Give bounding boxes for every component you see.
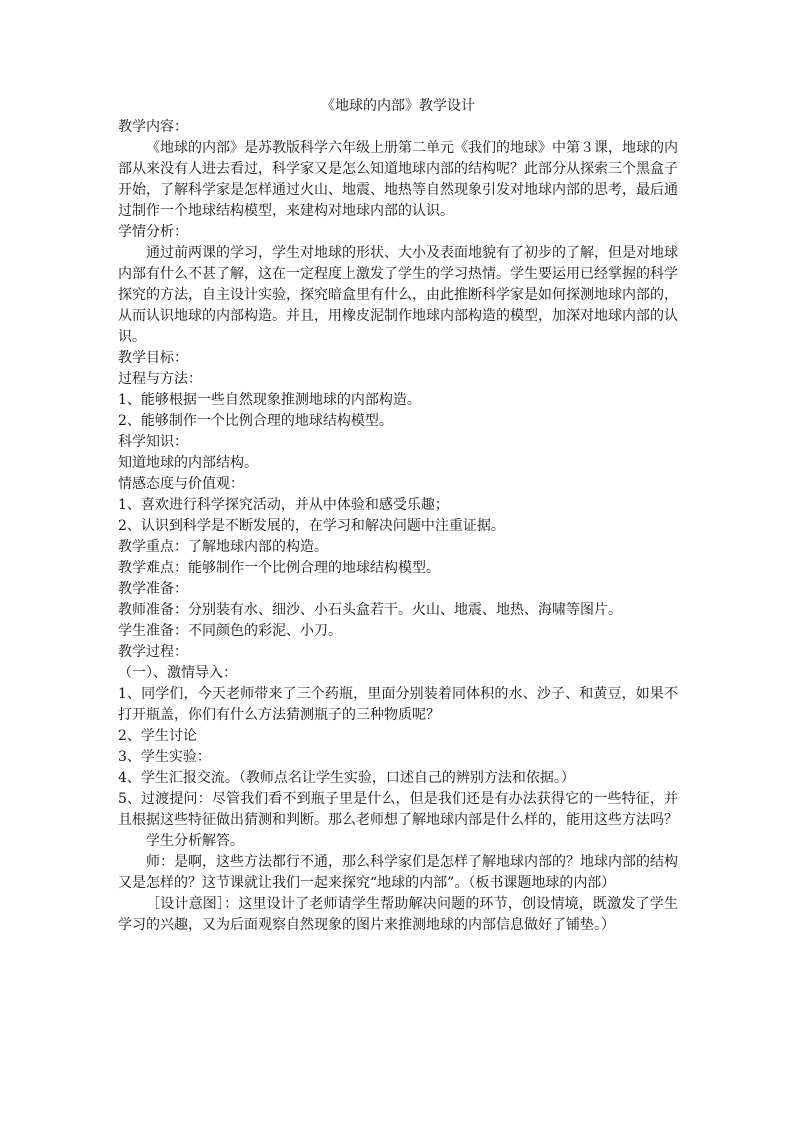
step-4: 4、学生汇报交流。（教师点名让学生实验，口述自己的辨别方法和依据。）	[118, 770, 575, 786]
document-page	[118, 96, 678, 936]
step-5: 5、过渡提问：尽管我们看不到瓶子里是什么，但是我们还是有办法获得它的一些特征，并且根据这些特征做出猜测和判断。那么老师想了解地球内部是什么样的，能用这些方法吗？	[118, 791, 678, 828]
process-item-2: 2、能够制作一个比例合理的地球结构模型。	[118, 413, 393, 429]
step-heading: （一）、激情导入：	[118, 665, 237, 681]
step-2: 2、学生讨论	[118, 728, 197, 744]
procedure-heading: 教学过程：	[118, 644, 188, 660]
knowledge-heading: 科学知识：	[118, 434, 188, 450]
process-heading: 过程与方法：	[118, 371, 202, 387]
process-item-1: 1、能够根据一些自然现象推测地球的内部构造。	[118, 392, 421, 408]
key-point: 教学重点：了解地球内部的构造。	[118, 539, 328, 555]
goals-heading: 教学目标：	[118, 350, 188, 366]
prep-teacher: 教师准备：分别装有水、细沙、小石头盒若干。火山、地震、地热、海啸等图片。	[118, 602, 622, 618]
prep-student: 学生准备：不同颜色的彩泥、小刀。	[118, 623, 342, 639]
difficulty: 教学难点：能够制作一个比例合理的地球结构模型。	[118, 560, 440, 576]
attitude-item-2: 2、认识到科学是不断发展的，在学习和解决问题中注重证据。	[118, 518, 505, 534]
analysis-heading: 学情分析：	[118, 224, 188, 240]
document-title: 《地球的内部》教学设计	[321, 98, 475, 114]
attitude-item-1: 1、喜欢进行科学探究活动，并从中体验和感受乐趣；	[118, 497, 449, 513]
student-answer: 学生分析解答。	[146, 833, 244, 849]
design-intent-paragraph: ［设计意图］：这里设计了老师请学生帮助解决问题的环节，创设情境，既激发了学生学习的兴趣，又为后面观察自然现象的图片来推测地球的内部信息做好了铺垫。）	[118, 896, 678, 933]
step-3: 3、学生实验：	[118, 749, 211, 765]
step-1: 1、同学们，今天老师带来了三个药瓶，里面分别装着同体积的水、沙子、和黄豆，如果不打开瓶盖，你们有什么方法猜测瓶子的三种物质呢？	[118, 686, 678, 723]
analysis-paragraph: 通过前两课的学习，学生对地球的形状、大小及表面地貌有了初步的了解，但是对地球内部有什么不甚了解，这在一定程度上激发了学生的学习热情。学生要运用已经掌握的科学探究的方法，自主设计实验，探究暗盒里有什么，由此推断科学家是如何探测地球内部的，从而认识地球的内部构造。并且，用橡皮泥制作地球内部构造的模型，加深对地球内部的认识。	[118, 245, 678, 345]
knowledge-text: 知道地球的内部结构。	[118, 455, 258, 471]
content-paragraph: 《地球的内部》是苏教版科学六年级上册第二单元《我们的地球》中第３课，地球的内部从来没有人进去看过，科学家又是怎么知道地球内部的结构呢？此部分从探索三个黑盒子开始，了解科学家是怎样通过火山、地震、地热等自然现象引发对地球内部的思考，最后通过制作一个地球结构模型，来建构对地球内部的认识。	[118, 140, 678, 219]
teacher-paragraph: 师：是啊，这些方法都行不通，那么科学家们是怎样了解地球内部的？地球内部的结构又是怎样的？这节课就让我们一起来探究“地球的内部”。（板书课题地球的内部）	[118, 854, 678, 891]
prep-heading: 教学准备：	[118, 581, 188, 597]
attitude-heading: 情感态度与价值观：	[118, 476, 244, 492]
content-heading: 教学内容：	[118, 119, 188, 135]
